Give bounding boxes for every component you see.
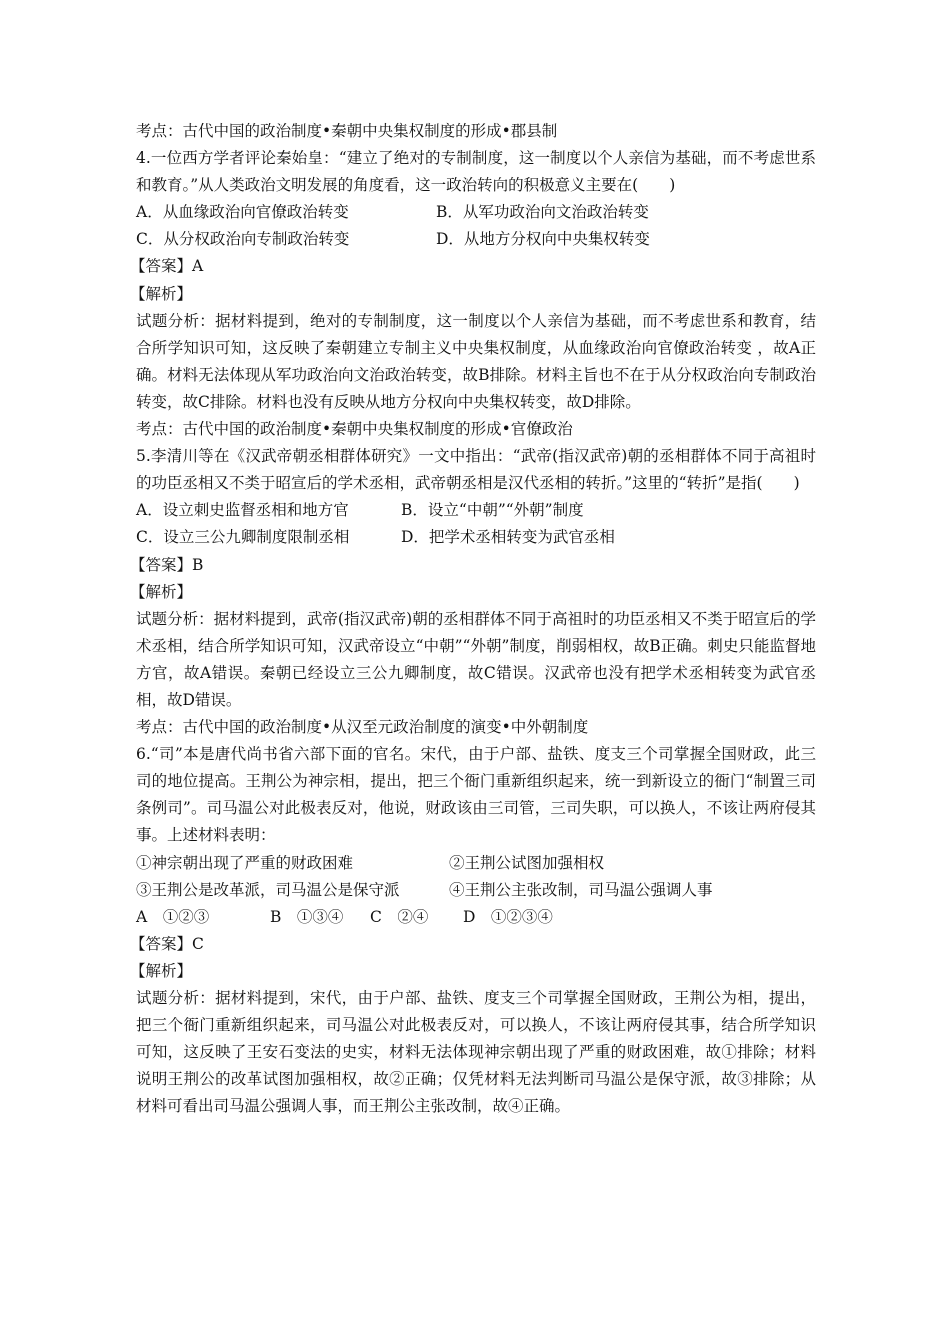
q6-choice-d: D ①②③④ <box>463 907 553 926</box>
q4-option-b: B．从军功政治向文治政治转变 <box>436 203 649 222</box>
q6-choice-b: B ①③④ <box>270 907 344 926</box>
q5-option-b: B．设立“中朝”“外朝”制度 <box>401 501 584 520</box>
q4-jiexi-label: 【解析】 <box>130 284 193 303</box>
q4-stem: 4.一位西方学者评论秦始皇：“建立了绝对的专制制度，这一制度以个人亲信为基础，而不考虑世系和教育。”从人类政治文明发展的角度看，这一政治转向的积极意义主要在( ) <box>136 149 816 195</box>
q6-choice-a: A ①②③ <box>136 907 210 926</box>
q6-item-1: ①神宗朝出现了严重的财政困难 <box>136 853 354 872</box>
q4-kaodian: 考点：古代中国的政治制度•秦朝中央集权制度的形成•官僚政治 <box>136 420 573 439</box>
q6-choice-c: C ②④ <box>370 907 429 926</box>
q6-answer: 【答案】C <box>130 934 204 953</box>
q4-option-a: A．从血缘政治向官僚政治转变 <box>136 203 349 222</box>
q5-option-d: D．把学术丞相转变为武官丞相 <box>401 528 615 547</box>
q5-jiexi-label: 【解析】 <box>130 582 193 601</box>
q6-choices-row <box>136 904 816 931</box>
q5-option-a: A．设立刺史监督丞相和地方官 <box>136 501 349 520</box>
q6-item-2: ②王荆公试图加强相权 <box>449 853 605 872</box>
q6-item-3: ③王荆公是改革派，司马温公是保守派 <box>136 880 400 899</box>
q6-items-row-2 <box>136 877 816 904</box>
document-page <box>130 118 816 1120</box>
q6-stem: 6.“司”本是唐代尚书省六部下面的官名。宋代，由于户部、盐铁、度支三个司掌握全国财政，此三司的地位提高。王荆公为神宗相，提出，把三个衙门重新组织起来，统一到新设立的衙门“制置三司条例司”。司马温公对此极表反对，他说，财政该由三司管，三司失职，可以换人，不该让两府侵其事。上述材料表明： <box>136 745 816 845</box>
q4-option-c: C．从分权政治向专制政治转变 <box>136 230 350 249</box>
q5-option-c: C．设立三公九卿制度限制丞相 <box>136 528 350 547</box>
q4-options-row-1 <box>136 199 816 226</box>
q4-analysis: 试题分析：据材料提到，绝对的专制制度，这一制度以个人亲信为基础，而不考虑世系和教育，结合所学知识可知，这反映了秦朝建立专制主义中央集权制度，从血缘政治向官僚政治转变 ，故A正确。材料无法体现从军功政治向文治政治转变，故B排除。材料主旨也不在于从分权政治向专制政治转变，故C排除。材料也没有反映从地方分权向中央集权转变，故D排除。 <box>136 311 816 411</box>
q6-jiexi-label: 【解析】 <box>130 961 193 980</box>
q6-items-row-1 <box>136 850 816 877</box>
q6-analysis: 试题分析：据材料提到，宋代，由于户部、盐铁、度支三个司掌握全国财政，王荆公为相，提出，把三个衙门重新组织起来，司马温公对此极表反对，可以换人，不该让两府侵其事，结合所学知识可知，这反映了王安石变法的史实，材料无法体现神宗朝出现了严重的财政困难，故①排除；材料说明王荆公的改革试图加强相权，故②正确；仅凭材料无法判断司马温公是保守派，故③排除；从材料可看出司马温公强调人事，而王荆公主张改制，故④正确。 <box>136 989 816 1116</box>
q4-options-row-2 <box>136 226 816 253</box>
q5-options-row-2 <box>136 524 816 551</box>
q4-answer: 【答案】A <box>130 257 204 276</box>
q5-stem: 5.李清川等在《汉武帝朝丞相群体研究》一文中指出：“武帝(指汉武帝)朝的丞相群体不同于高祖时的功臣丞相又不类于昭宣后的学术丞相，武帝朝丞相是汉代丞相的转折。”这里的“转折”是指( ) <box>136 447 816 493</box>
q6-item-4: ④王荆公主张改制，司马温公强调人事 <box>449 880 713 899</box>
q5-answer: 【答案】B <box>130 555 204 574</box>
q5-analysis: 试题分析：据材料提到，武帝(指汉武帝)朝的丞相群体不同于高祖时的功臣丞相又不类于昭宣后的学术丞相，结合所学知识可知，汉武帝设立“中朝”“外朝”制度，削弱相权，故B正确。刺史只能监督地方官，故A错误。秦朝已经设立三公九卿制度，故C错误。汉武帝也没有把学术丞相转变为武官丞相，故D错误。 <box>136 609 816 709</box>
q5-options-row-1 <box>136 497 816 524</box>
q5-kaodian: 考点：古代中国的政治制度•从汉至元政治制度的演变•中外朝制度 <box>136 718 589 737</box>
q4-option-d: D．从地方分权向中央集权转变 <box>436 230 650 249</box>
q3-kaodian: 考点：古代中国的政治制度•秦朝中央集权制度的形成•郡县制 <box>136 122 558 140</box>
